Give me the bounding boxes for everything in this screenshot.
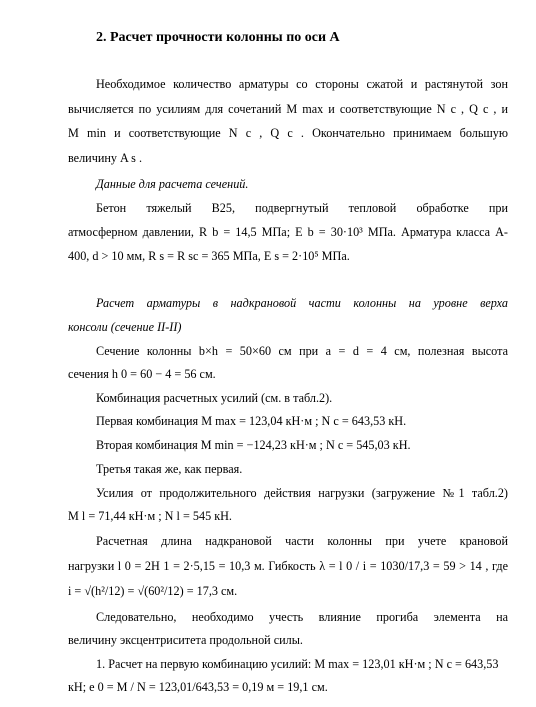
paragraph-line: Необходимое количество арматуры со стороны сжатой и растянутой зон bbox=[96, 77, 508, 91]
paragraph-line: величину эксцентриситета продольной силы. bbox=[68, 633, 303, 647]
paragraph-line: M l = 71,44 кН·м ; N l = 545 кН. bbox=[68, 509, 232, 523]
paragraph-line: кН; e 0 = M / N = 123,01/643,53 = 0,19 м = 19,1 см. bbox=[68, 680, 328, 694]
paragraph-line: Расчетная длина надкрановой части колонны при учете крановой bbox=[96, 534, 508, 548]
paragraph-line: Комбинация расчетных усилий (см. в табл.2). bbox=[96, 391, 333, 405]
paragraph-line: Следовательно, необходимо учесть влияние прогиба элемента на bbox=[96, 610, 508, 624]
paragraph-line: Бетон тяжелый В25, подвергнутый тепловой обработке при bbox=[96, 201, 508, 215]
paragraph-line: Вторая комбинация M min = −124,23 кН·м ; N c = 545,03 кН. bbox=[96, 438, 411, 452]
section-heading: 2. Расчет прочности колонны по оси А bbox=[96, 30, 340, 45]
paragraph-line: атмосферном давлении, R b = 14,5 МПа; E b = 30·10³ МПа. Арматура класса А- bbox=[68, 225, 508, 239]
paragraph-line: M min и соответствующие N c , Q c . Окончательно принимаем большую bbox=[68, 126, 508, 140]
paragraph-line: Третья такая же, как первая. bbox=[96, 462, 243, 476]
paragraph-line: Первая комбинация M max = 123,04 кН·м ; N c = 643,53 кН. bbox=[96, 414, 407, 428]
paragraph-line: вычисляется по усилиям для сочетаний M max и соответствующие N c , Q c , и bbox=[68, 102, 508, 116]
subheading-line: консоли (сечение II-II) bbox=[68, 320, 182, 334]
subheading-line: Расчет арматуры в надкрановой части колонны на уровне верха bbox=[96, 296, 508, 310]
subheading-line: Данные для расчета сечений. bbox=[96, 177, 249, 191]
paragraph-line: сечения h 0 = 60 − 4 = 56 см. bbox=[68, 367, 216, 381]
paragraph-line: величину A s . bbox=[68, 151, 143, 165]
paragraph-line: 400, d > 10 мм, R s = R sc = 365 МПа, E s = 2·10⁵ МПа. bbox=[68, 249, 350, 263]
paragraph-line: Сечение колонны b×h = 50×60 см при a = d = 4 см, полезная высота bbox=[96, 344, 508, 358]
paragraph-line: Усилия от продолжительного действия нагрузки (загружение №1 табл.2) bbox=[96, 486, 508, 500]
paragraph-line: 1. Расчет на первую комбинацию усилий: M max = 123,01 кН·м ; N c = 643,53 bbox=[96, 657, 499, 671]
paragraph-line: нагрузки l 0 = 2H 1 = 2·5,15 = 10,3 м. Гибкость λ = l 0 / i = 1030/17,3 = 59 > 14 , где bbox=[68, 559, 508, 573]
paragraph-line: i = √(h²/12) = √(60²/12) = 17,3 см. bbox=[68, 584, 238, 598]
